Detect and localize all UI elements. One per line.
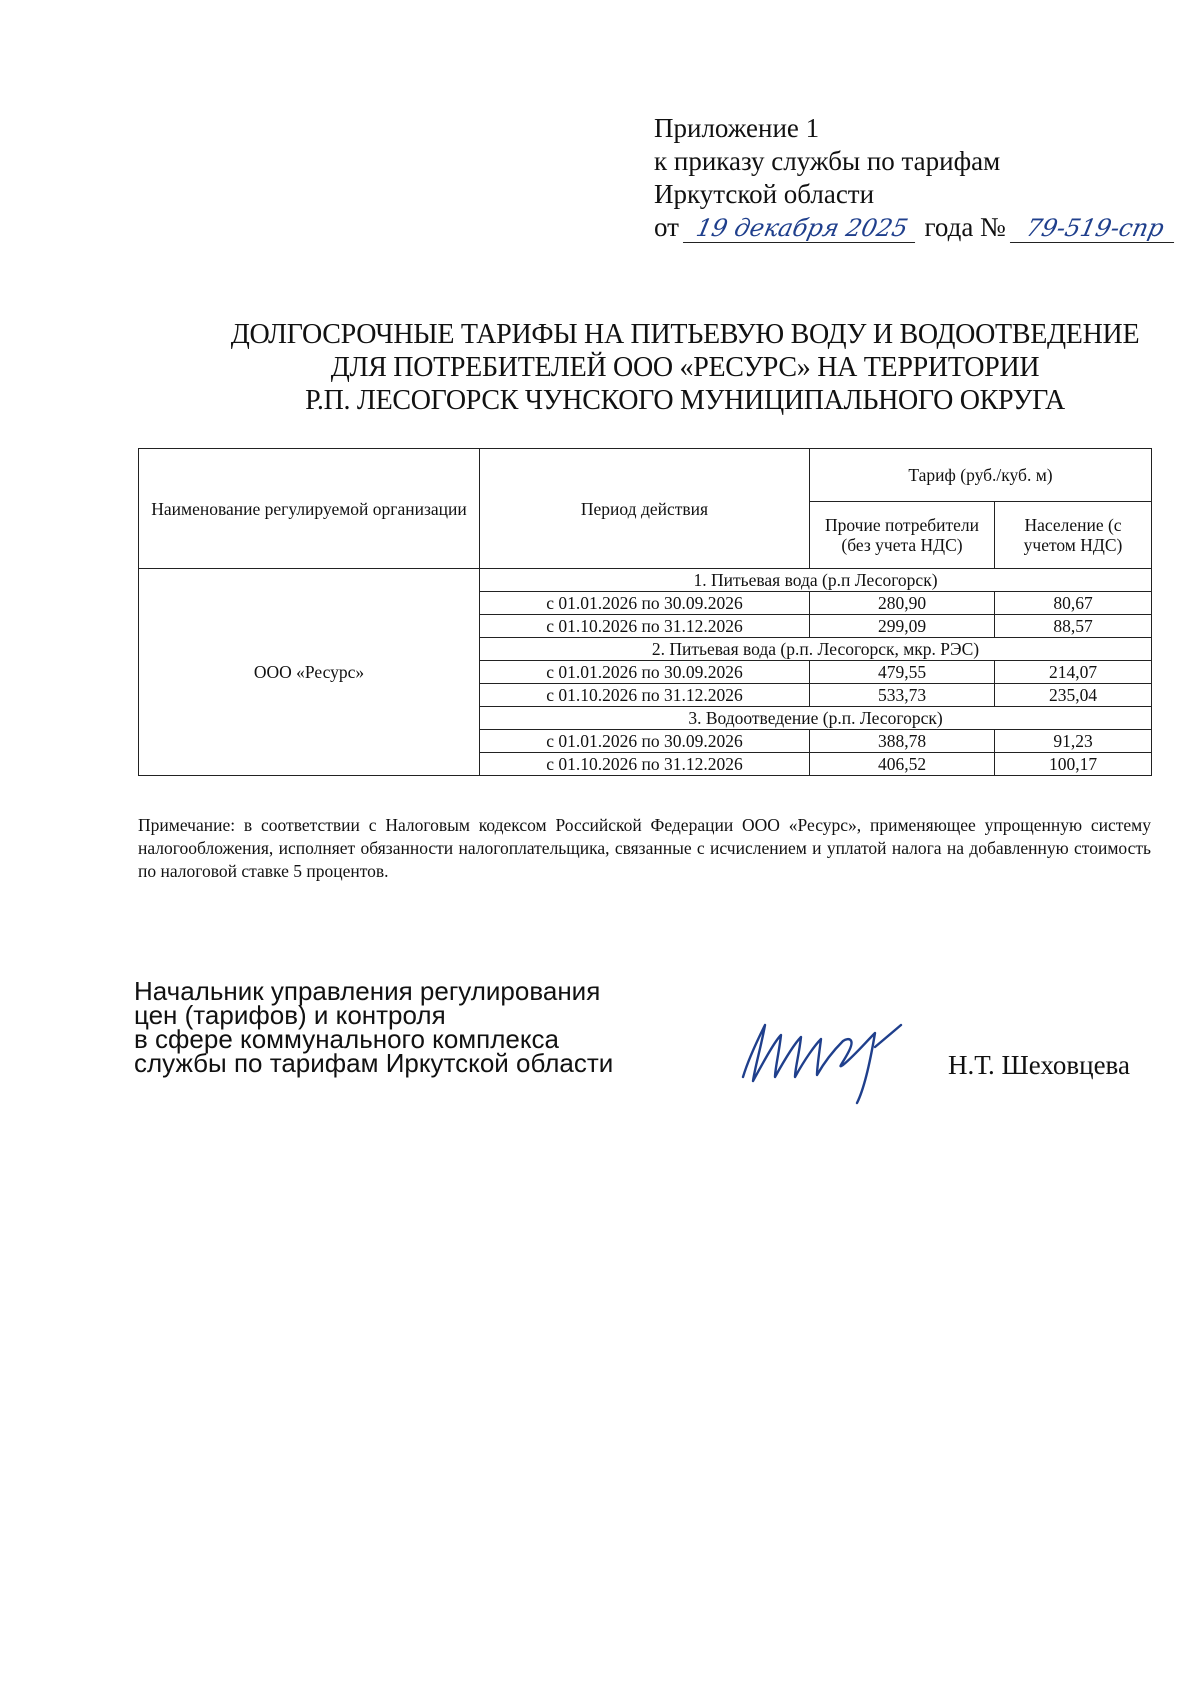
other-tariff-cell: 280,90 xyxy=(810,592,995,615)
signature-position xyxy=(134,976,614,1078)
handwritten-signature xyxy=(725,1007,930,1107)
period-cell: с 01.01.2026 по 30.09.2026 xyxy=(480,592,810,615)
population-tariff-cell: 235,04 xyxy=(995,684,1152,707)
annex-line-1: Приложение 1 xyxy=(654,113,820,143)
section-row xyxy=(139,569,1152,592)
title-line-2: ДЛЯ ПОТРЕБИТЕЛЕЙ ООО «РЕСУРС» НА ТЕРРИТОРИИ xyxy=(330,352,1040,383)
tax-note: Примечание: в соответствии с Налоговым кодексом Российской Федерации ООО «Ресурс», применяющее упрощенную систему налогообложения, исполняет обязанности налогоплательщика, связанные с исчислением и уплатой налога на добавленную стоимость по налоговой ставке 5 процентов. xyxy=(138,815,1151,881)
population-tariff-cell: 80,67 xyxy=(995,592,1152,615)
other-tariff-cell: 533,73 xyxy=(810,684,995,707)
section-title: 2. Питьевая вода (р.п. Лесогорск, мкр. РЭС) xyxy=(480,638,1152,661)
annex-line-2: к приказу службы по тарифам xyxy=(654,146,1001,176)
document-title xyxy=(190,318,1180,417)
other-tariff-cell: 479,55 xyxy=(810,661,995,684)
population-tariff-cell: 214,07 xyxy=(995,661,1152,684)
population-tariff-cell: 88,57 xyxy=(995,615,1152,638)
period-cell: с 01.10.2026 по 31.12.2026 xyxy=(480,753,810,776)
population-tariff-cell: 91,23 xyxy=(995,730,1152,753)
header-population: Население (с учетом НДС) xyxy=(995,502,1152,569)
handwritten-date: 19 декабря 2025 xyxy=(683,214,921,243)
section-title: 3. Водоотведение (р.п. Лесогорск) xyxy=(480,707,1152,730)
period-cell: с 01.01.2026 по 30.09.2026 xyxy=(480,730,810,753)
position-line-4: службы по тарифам Иркутской области xyxy=(134,1048,614,1078)
position-line-2: цен (тарифов) и контроля xyxy=(134,1000,446,1030)
date-prefix: от xyxy=(654,212,679,242)
handwritten-number: 79-519-спр xyxy=(1009,214,1179,243)
title-line-3: Р.П. ЛЕСОГОРСК ЧУНСКОГО МУНИЦИПАЛЬНОГО ОКРУГА xyxy=(305,385,1065,416)
header-other-consumers: Прочие потребители (без учета НДС) xyxy=(810,502,995,569)
organization-cell: ООО «Ресурс» xyxy=(139,569,480,776)
title-line-1: ДОЛГОСРОЧНЫЕ ТАРИФЫ НА ПИТЬЕВУЮ ВОДУ И ВОДООТВЕДЕНИЕ xyxy=(230,319,1140,350)
header-period: Период действия xyxy=(480,449,810,569)
period-cell: с 01.10.2026 по 31.12.2026 xyxy=(480,684,810,707)
section-title: 1. Питьевая вода (р.п Лесогорск) xyxy=(480,569,1152,592)
annex-date-line xyxy=(654,211,1177,244)
annex-line-3: Иркутской области xyxy=(654,179,875,209)
other-tariff-cell: 299,09 xyxy=(810,615,995,638)
signer-name: Н.Т. Шеховцева xyxy=(948,1050,1130,1080)
tariff-table xyxy=(138,448,1152,776)
number-prefix: года № xyxy=(924,212,1006,242)
period-cell: с 01.01.2026 по 30.09.2026 xyxy=(480,661,810,684)
annex-header xyxy=(654,112,1177,244)
period-cell: с 01.10.2026 по 31.12.2026 xyxy=(480,615,810,638)
position-line-3: в сфере коммунального комплекса xyxy=(134,1024,559,1054)
other-tariff-cell: 388,78 xyxy=(810,730,995,753)
population-tariff-cell: 100,17 xyxy=(995,753,1152,776)
other-tariff-cell: 406,52 xyxy=(810,753,995,776)
position-line-1: Начальник управления регулирования xyxy=(134,976,601,1006)
header-organization: Наименование регулируемой организации xyxy=(139,449,480,569)
header-tariff: Тариф (руб./куб. м) xyxy=(810,449,1152,502)
